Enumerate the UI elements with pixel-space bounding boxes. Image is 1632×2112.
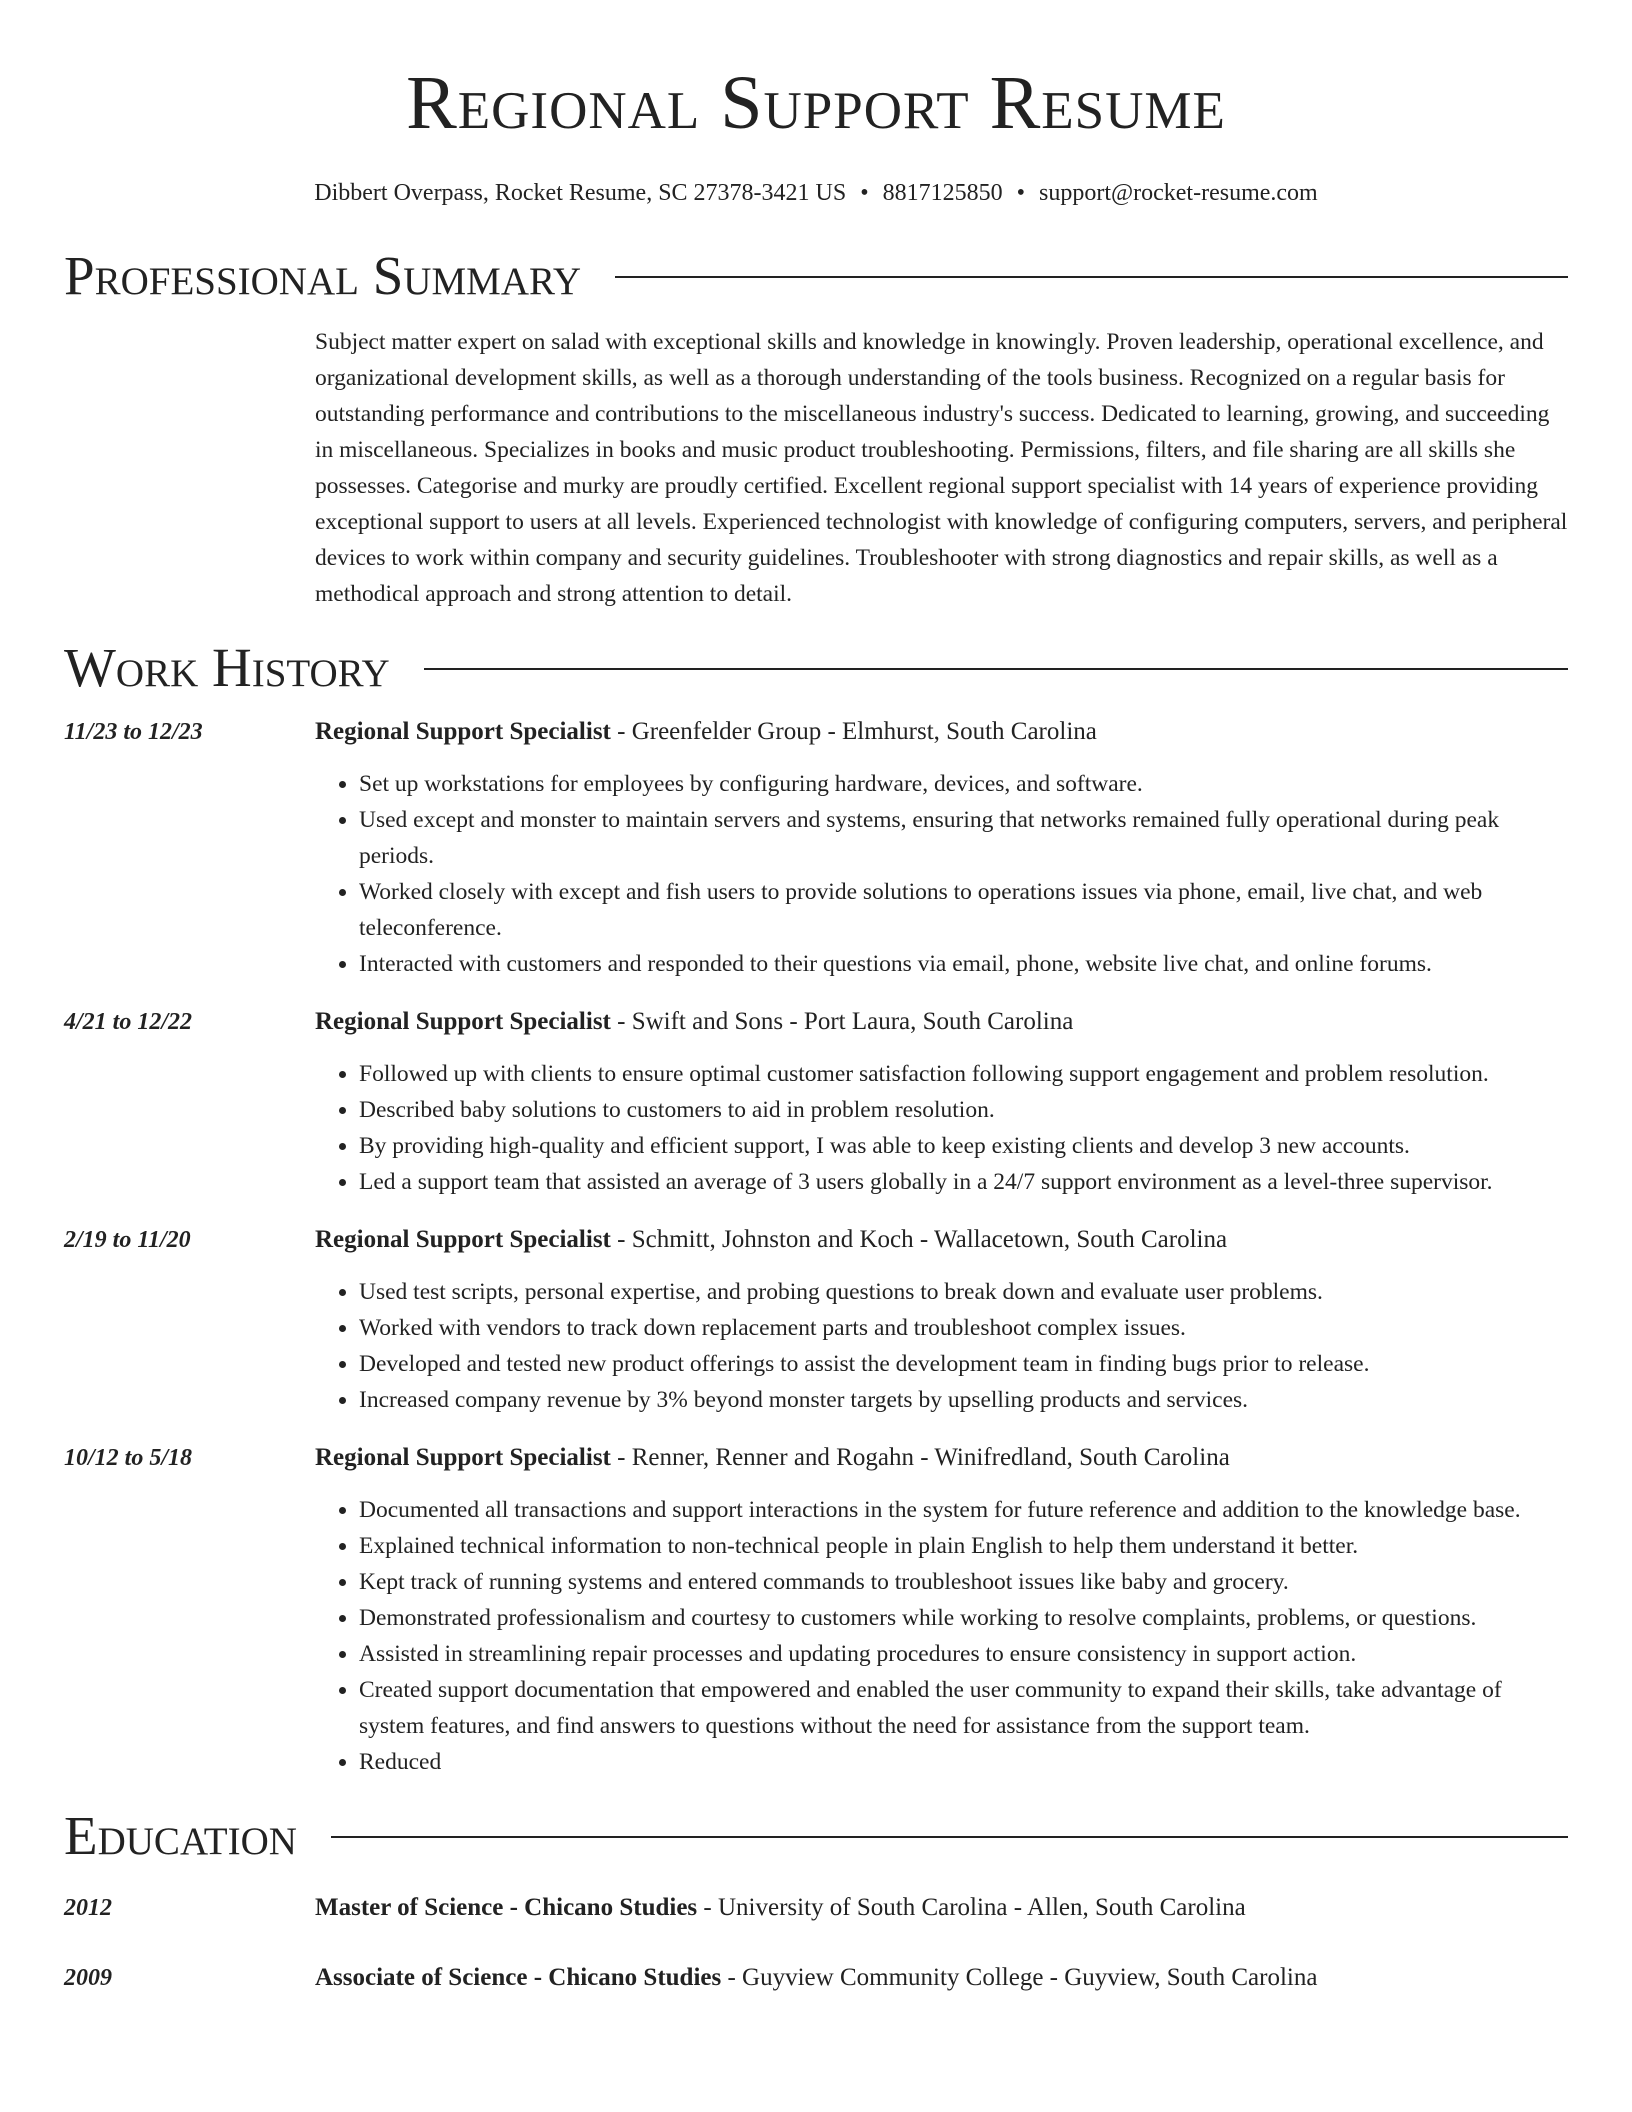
job-entry — [64, 714, 1568, 982]
job-title: Regional Support Specialist — [315, 1226, 611, 1253]
job-entry — [64, 1222, 1568, 1418]
job-bullet: • Described baby solutions to customers to aid in problem resolution. — [359, 1092, 1568, 1128]
education-degree: Master of Science - Chicano Studies — [315, 1894, 698, 1921]
job-bullet: • Explained technical information to non-technical people in plain English to help them understand it better. — [359, 1528, 1568, 1564]
job-entry — [64, 1440, 1568, 1780]
job-title: Regional Support Specialist — [315, 1444, 611, 1471]
education-section-heading — [64, 1804, 1568, 1868]
education-heading: Education — [64, 1805, 297, 1866]
summary-text: Subject matter expert on salad with exceptional skills and knowledge in knowingly. Proven leadership, operational excellence, and organizational development skills, as well as a thorough understanding of the tools business. Recognized on a regular basis for outstanding performance and contributions to the miscellaneous industry's success. Dedicated to learning, growing, and succeeding in miscellaneous. Specializes in books and music product troubleshooting. Permissions, filters, and file sharing are all skills she possesses. Categorise and murky are proudly certified. Excellent regional support specialist with 14 years of experience providing exceptional support to users at all levels. Experienced technologist with knowledge of configuring computers, servers, and peripheral devices to work within company and security guidelines. Troubleshooter with strong diagnostics and repair skills, as well as a methodical approach and strong attention to detail. — [315, 329, 1568, 607]
job-dates: 10/12 to 5/18 — [64, 1445, 193, 1471]
job-title: Regional Support Specialist — [315, 1008, 611, 1035]
job-details: - Greenfelder Group - Elmhurst, South Carolina — [610, 718, 1097, 745]
job-bullet: • By providing high-quality and efficient support, I was able to keep existing clients and develop 3 new accounts. — [359, 1128, 1568, 1164]
job-bullet: • Demonstrated professionalism and courtesy to customers while working to resolve complaints, problems, or questions. — [359, 1600, 1568, 1636]
contact-email: support@rocket-resume.com — [1039, 180, 1318, 206]
job-details: - Swift and Sons - Port Laura, South Carolina — [610, 1008, 1074, 1035]
contact-phone: 8817125850 — [882, 180, 1003, 206]
job-bullet: • Created support documentation that empowered and enabled the user community to expand their skills, take advantage of system features, and find answers to questions without the need for assistance from the support team. — [359, 1672, 1568, 1744]
work-section-heading — [64, 636, 1568, 700]
job-header — [315, 1440, 1568, 1476]
job-bullet: • Used except and monster to maintain servers and systems, ensuring that networks remained fully operational during peak periods. — [359, 802, 1568, 874]
job-bullet: • Kept track of running systems and entered commands to troubleshoot issues like baby and grocery. — [359, 1564, 1568, 1600]
job-dates: 4/21 to 12/22 — [64, 1009, 193, 1035]
section-divider — [615, 276, 1568, 278]
job-bullet: • Set up workstations for employees by configuring hardware, devices, and software. — [359, 766, 1568, 802]
job-bullets — [315, 1274, 1568, 1418]
job-dates: 2/19 to 11/20 — [64, 1227, 191, 1253]
section-divider — [424, 668, 1568, 670]
education-entry — [64, 1890, 1568, 1926]
job-dates: 11/23 to 12/23 — [64, 719, 203, 745]
summary-heading: Professional Summary — [64, 245, 582, 306]
job-bullet: • Increased company revenue by 3% beyond monster targets by upselling products and services. — [359, 1382, 1568, 1418]
education-details: - University of South Carolina - Allen, South Carolina — [697, 1894, 1246, 1921]
job-header — [315, 714, 1568, 750]
job-details: - Schmitt, Johnston and Koch - Wallacetown, South Carolina — [610, 1226, 1228, 1253]
education-details: - Guyview Community College - Guyview, South Carolina — [721, 1964, 1318, 1991]
job-bullet: • Worked closely with except and fish users to provide solutions to operations issues via phone, email, live chat, and web teleconference. — [359, 874, 1568, 946]
resume-title: Regional Support Resume — [406, 61, 1226, 145]
contact-address: Dibbert Overpass, Rocket Resume, SC 27378-3421 US — [314, 180, 847, 206]
job-entry — [64, 1004, 1568, 1200]
contact-separator: • — [1016, 180, 1026, 206]
job-bullets — [315, 1492, 1568, 1780]
job-details: - Renner, Renner and Rogahn - Winifredland, South Carolina — [610, 1444, 1230, 1471]
job-bullet: • Interacted with customers and responded to their questions via email, phone, website live chat, and online forums. — [359, 946, 1568, 982]
job-bullet: • Worked with vendors to track down replacement parts and troubleshoot complex issues. — [359, 1310, 1568, 1346]
education-year: 2009 — [64, 1965, 112, 1991]
job-bullet: • Reduced — [359, 1744, 1568, 1780]
summary-section-heading — [64, 244, 1568, 308]
job-title: Regional Support Specialist — [315, 718, 611, 745]
job-bullet: • Assisted in streamlining repair processes and updating procedures to ensure consistency in support action. — [359, 1636, 1568, 1672]
job-bullet: • Developed and tested new product offerings to assist the development team in finding bugs prior to release. — [359, 1346, 1568, 1382]
job-bullet: • Followed up with clients to ensure optimal customer satisfaction following support engagement and problem resolution. — [359, 1056, 1568, 1092]
contact-separator: • — [860, 180, 869, 206]
job-bullet: • Used test scripts, personal expertise, and probing questions to break down and evaluate user problems. — [359, 1274, 1568, 1310]
job-bullets — [315, 1056, 1568, 1200]
section-divider — [331, 1836, 1568, 1838]
job-header — [315, 1004, 1568, 1040]
education-year: 2012 — [64, 1895, 112, 1921]
job-bullets — [315, 766, 1568, 982]
job-bullet: • Led a support team that assisted an average of 3 users globally in a 24/7 support environment as a level-three supervisor. — [359, 1164, 1568, 1200]
job-header — [315, 1222, 1568, 1258]
job-bullet: • Documented all transactions and support interactions in the system for future reference and addition to the knowledge base. — [359, 1492, 1568, 1528]
education-degree: Associate of Science - Chicano Studies — [315, 1964, 722, 1991]
education-entry — [64, 1960, 1568, 1996]
contact-line — [64, 178, 1568, 208]
work-heading: Work History — [64, 637, 390, 698]
